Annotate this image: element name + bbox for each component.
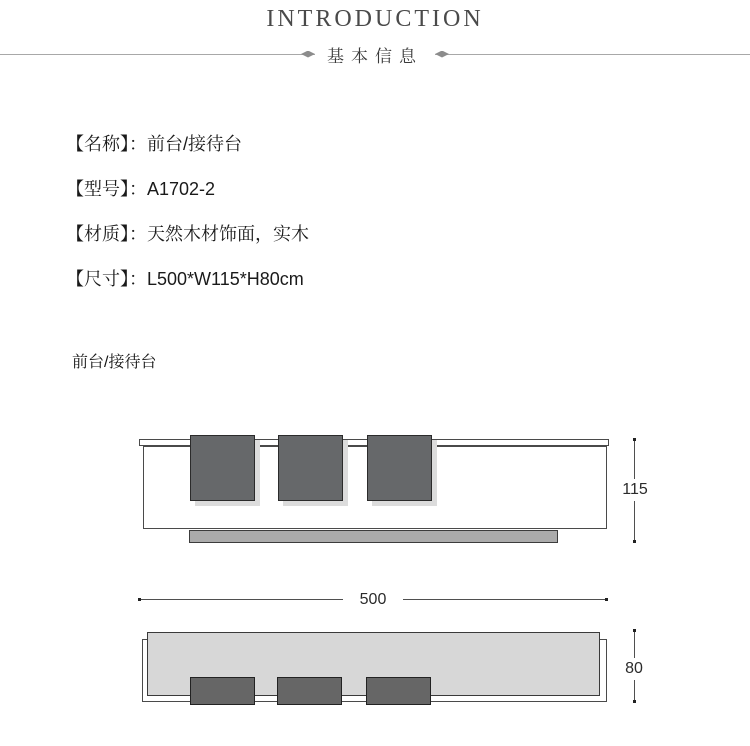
- seat-block-top: [277, 677, 342, 705]
- spec-list: [66, 120, 309, 300]
- dimension-endpoint-dot: [633, 629, 636, 632]
- dimension-endpoint-dot: [633, 438, 636, 441]
- dimension-endpoint-dot: [605, 598, 608, 601]
- spec-model: 【型号】：A1702-2: [66, 178, 216, 199]
- height-dimension-label: 115: [613, 479, 657, 501]
- length-dimension-label: 500: [343, 589, 403, 611]
- seat-block: [278, 435, 343, 501]
- depth-dimension-label: 80: [612, 658, 656, 680]
- section-header: [0, 45, 750, 66]
- diamond-icon: [301, 51, 315, 58]
- seat-block: [190, 435, 255, 501]
- divider-line-right: [435, 54, 750, 55]
- drawing-caption: 前台/接待台: [72, 354, 157, 371]
- divider-line-left: [0, 54, 315, 55]
- seat-block: [367, 435, 432, 501]
- section-title: 基本信息: [327, 46, 423, 66]
- seat-block-top: [190, 677, 255, 705]
- spec-name: 【名称】：前台/接待台: [66, 133, 242, 154]
- seat-block-top: [366, 677, 431, 705]
- spec-size: 【尺寸】：L500*W115*H80cm: [66, 268, 304, 289]
- dimension-endpoint-dot: [138, 598, 141, 601]
- base-plinth: [189, 530, 558, 543]
- page-title: INTRODUCTION: [266, 6, 484, 32]
- dimension-endpoint-dot: [633, 540, 636, 543]
- diamond-icon: [435, 51, 449, 58]
- dimension-endpoint-dot: [633, 700, 636, 703]
- spec-material: 【材质】：天然木材饰面，实木: [66, 223, 309, 244]
